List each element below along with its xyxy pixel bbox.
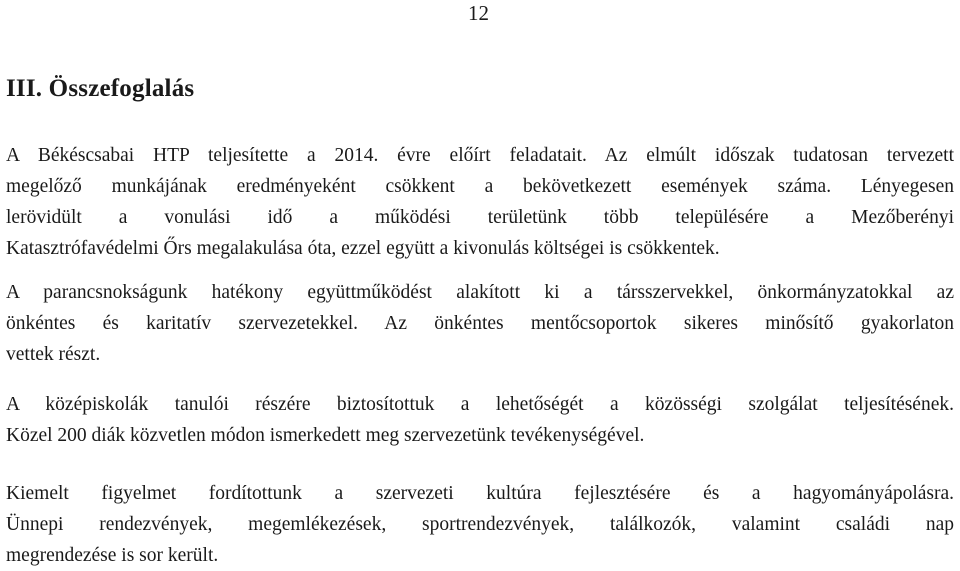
paragraph-line: önkéntes és karitatív szervezetekkel. Az önkéntes mentőcsoportok sikeres minősítő gyakorlaton: [6, 313, 954, 334]
page-number: 12: [468, 1, 489, 25]
paragraph-culture: [6, 478, 954, 571]
paragraph-results: [6, 140, 954, 264]
paragraph-line: Ünnepi rendezvények, megemlékezések, sportrendezvények, találkozók, valamint családi nap: [6, 514, 954, 535]
paragraph-line: A Békéscsabai HTP teljesítette a 2014. évre előírt feladatait. Az elmúlt időszak tudatosan tervezett: [6, 145, 954, 166]
paragraph-cooperation: [6, 277, 954, 370]
paragraph-community-service: [6, 389, 954, 451]
paragraph-line: Közel 200 diák közvetlen módon ismerkedett meg szervezetünk tevékenységével.: [6, 425, 645, 446]
paragraph-line: A középiskolák tanulói részére biztosítottuk a lehetőségét a közösségi szolgálat teljesítésének.: [6, 394, 954, 415]
paragraph-line: megelőző munkájának eredményeként csökkent a bekövetkezett események száma. Lényegesen: [6, 176, 954, 197]
paragraph-line: A parancsnokságunk hatékony együttműködést alakított ki a társszervekkel, önkormányzatokkal az: [6, 282, 954, 303]
paragraph-line: megrendezése is sor került.: [6, 545, 219, 566]
paragraph-line: lerövidült a vonulási idő a működési területünk több településére a Mezőberényi: [6, 207, 954, 228]
paragraph-line: Katasztrófavédelmi Őrs megalakulása óta, ezzel együtt a kivonulás költségei is csökkentek.: [6, 238, 720, 259]
paragraph-line: vettek részt.: [6, 344, 101, 365]
section-heading: III. Összefoglalás: [6, 75, 195, 102]
paragraph-line: Kiemelt figyelmet fordítottunk a szervezeti kultúra fejlesztésére és a hagyományápolásra.: [6, 483, 954, 504]
